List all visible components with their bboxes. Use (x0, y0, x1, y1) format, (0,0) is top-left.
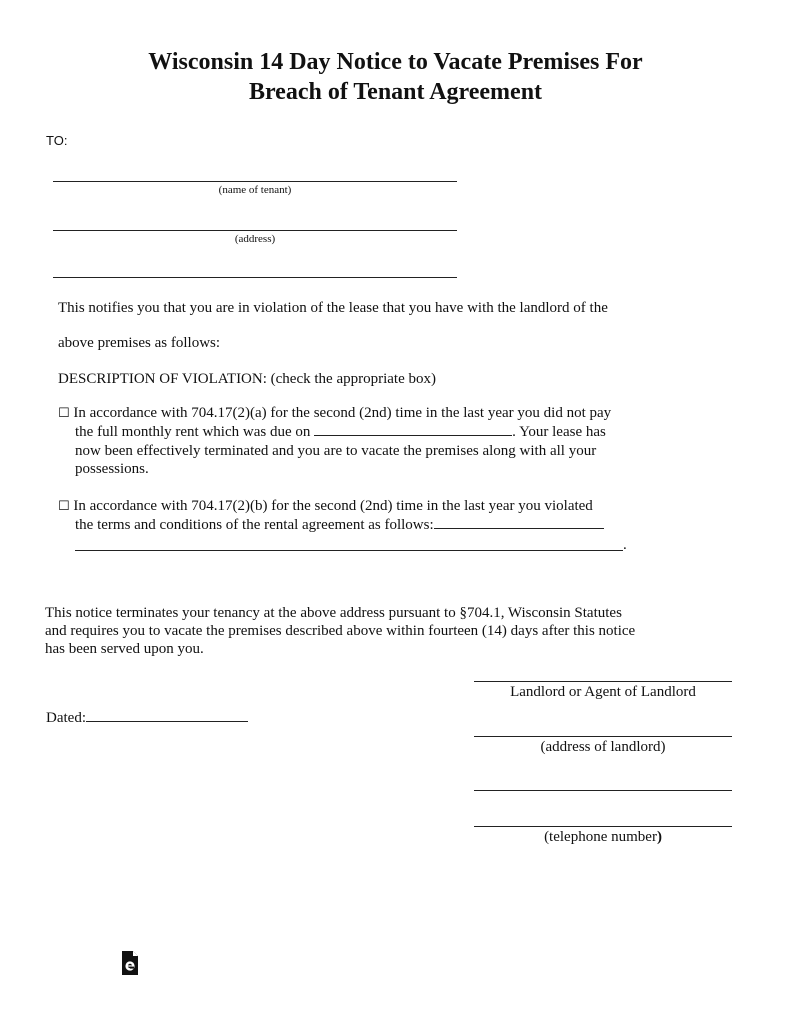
intro-line-2: above premises as follows: (58, 335, 221, 351)
tenant-name-caption: (name of tenant) (218, 184, 292, 196)
landlord-signature-field[interactable] (474, 681, 732, 682)
intro-line-1: This notifies you that you are in violation of the lease that you have with the landlord of the (58, 300, 608, 316)
option-2-line-3-end: . (623, 537, 627, 553)
notice-line-3: has been served upon you. (45, 641, 204, 657)
telephone-caption-text: (telephone number (544, 829, 657, 845)
option-1-line-2-end: . Your lease has (512, 424, 606, 440)
option-1-line-2-start: the full monthly rent which was due on (75, 424, 315, 440)
option-1-line-4: possessions. (75, 461, 149, 477)
violation-description-field[interactable] (434, 516, 604, 529)
rent-due-date-field[interactable] (314, 423, 512, 436)
telephone-caption-close: ) (656, 829, 662, 845)
dated-label: Dated: (46, 710, 86, 726)
option-1-line-3: now been effectively terminated and you are to vacate the premises along with all your (75, 443, 597, 459)
description-heading: DESCRIPTION OF VIOLATION: (check the appropriate box) (58, 371, 436, 387)
violation-description-field-2[interactable] (75, 550, 623, 551)
checkbox-option-1[interactable]: ☐ (58, 406, 70, 421)
dated-field[interactable] (86, 709, 248, 722)
notice-line-2: and requires you to vacate the premises described above within fourteen (14) days after this notice (45, 623, 636, 639)
notice-line-1: This notice terminates your tenancy at the above address pursuant to §704.1, Wisconsin Statutes (45, 605, 622, 621)
option-2-line-2: the terms and conditions of the rental agreement as follows: (75, 517, 434, 533)
page-title-line-1: Wisconsin 14 Day Notice to Vacate Premises For (148, 49, 643, 75)
page-title-line-2: Breach of Tenant Agreement (248, 79, 543, 105)
to-label: TO: (46, 133, 68, 148)
document-logo-icon (121, 951, 139, 976)
option-2-line-1: In accordance with 704.17(2)(b) for the second (2nd) time in the last year you violated (73, 498, 593, 514)
telephone-caption (474, 829, 732, 846)
option-1-line-1: In accordance with 704.17(2)(a) for the second (2nd) time in the last year you did not pay (73, 405, 612, 421)
tenant-address-field-2[interactable] (53, 277, 457, 278)
landlord-caption: Landlord or Agent of Landlord (510, 684, 696, 700)
landlord-telephone-field[interactable] (474, 826, 732, 827)
tenant-address-field[interactable] (53, 230, 457, 231)
landlord-address-field[interactable] (474, 736, 732, 737)
tenant-address-caption: (address) (234, 233, 276, 245)
landlord-address-field-2[interactable] (474, 790, 732, 791)
landlord-address-caption: (address of landlord) (540, 739, 666, 755)
tenant-name-field[interactable] (53, 181, 457, 182)
checkbox-option-2[interactable]: ☐ (58, 499, 70, 514)
